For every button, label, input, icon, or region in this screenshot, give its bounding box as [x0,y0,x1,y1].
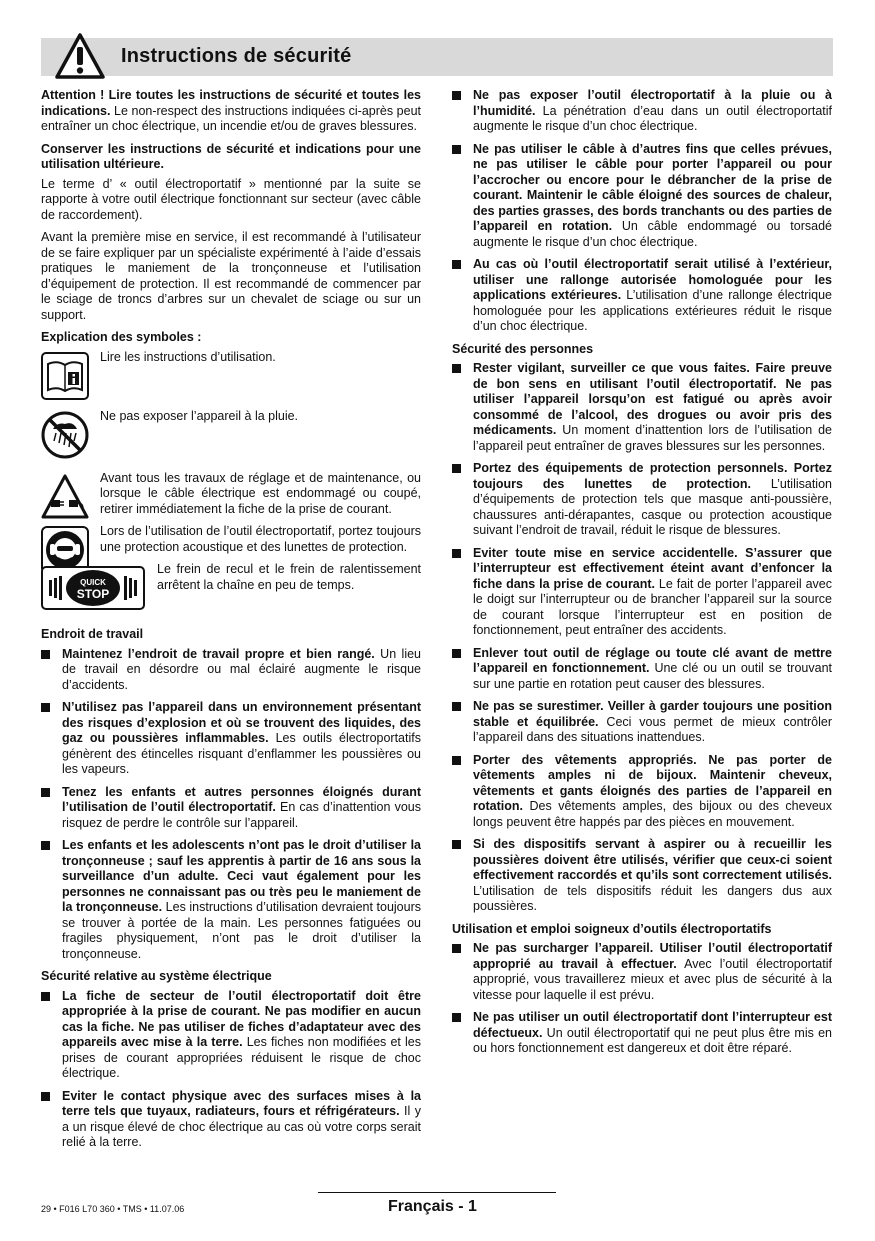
bullet-icon [452,364,461,373]
list-item: Porter des vêtements appropriés. Ne pas porter de vêtements amples ni de bijoux. Maintenir cheveux, vêtements et gants éloignés des parties de l’appareil en rotation. Des vêtements amples, des bijoux ou des cheveux longs peuvent être happés par des pièces en mouvement. [452,753,832,831]
quickstop-bottom-text: STOP [76,587,110,601]
footer-divider [318,1192,556,1193]
first-use-paragraph: Avant la première mise en service, il est recommandé à l’utilisateur de se faire expliquer par un spécialiste expérimenté à l’aide d’essais pratiques le maniement de la tronçonneuse et l’utilisation d’équipement de protection. Il est recommandé de commencer par le sciage de troncs d’arbres sur un chevalet de sciage ou sur un support. [41,230,421,322]
bullet-icon [452,1013,461,1022]
page-title: Instructions de sécurité [121,45,352,67]
list-item: Si des dispositifs servant à aspirer ou à recueillir les poussières doivent être utilisés, vérifier que ceux-ci soient effectivement raccordés et qu’ils sont correctement utilisés. L’utilisation de tels dispositifs réduit les dangers dus aux poussières. [452,837,832,915]
symbol-text: Lire les instructions d’utilisation. [100,349,276,364]
bullet-icon [41,1092,50,1101]
list-item: N’utilisez pas l’appareil dans un environnement présentant des risques d’explosion et où se trouvent des liquides, des gaz ou poussières inflammables. Les outils électroportatifs génèrent des étincelles risquant d’enflammer les poussières ou les vapeurs. [41,700,421,778]
intro-paragraph: Attention ! Lire toutes les instructions de sécurité et toutes les indications. Le non-respect des instructions indiquées ci-après peut entraîner un choc électrique, un incendie et/ou de graves blessures. [41,88,421,133]
bullet-icon [452,702,461,711]
bullet-icon [452,756,461,765]
list-item: La fiche de secteur de l’outil électroportatif doit être appropriée à la prise de courant. Ne pas modifier en aucun cas la fiche. Ne pas utiliser de fiches d’adaptateur avec des appareils avec mise à la terre. Les fiches non modifiées et les prises de courant appropriées réduisent le risque de choc électrique. [41,989,421,1082]
personal-safety-heading: Sécurité des personnes [452,341,594,356]
list-item: Eviter le contact physique avec des surfaces mises à la terre tels que tuyaux, radiateurs, fours et réfrigérateurs. Il y a un risque élevé de choc électrique au cas où votre corps serait relié à la terre. [41,1089,421,1151]
bullet-icon [41,703,50,712]
electrical-safety-heading: Sécurité relative au système électrique [41,969,272,983]
bullet-icon [452,649,461,658]
quickstop-icon [41,566,145,610]
list-item: Tenez les enfants et autres personnes éloignés durant l’utilisation de l’outil électroportatif. En cas d’inattention vous risquez de perdre le contrôle sur l’appareil. [41,785,421,832]
list-item: Enlever tout outil de réglage ou toute clé avant de mettre l’appareil en fonctionnement. Une clé ou un outil se trouvant sur une partie en rotation peut causer des blessures. [452,646,832,693]
unplug-warning-icon [41,473,89,521]
left-column [41,88,421,1158]
no-rain-icon [41,411,89,459]
list-item: Ne pas se surestimer. Veiller à garder toujours une position stable et équilibrée. Ceci vous permet de mieux contrôler l’appareil dans des situations inattendues. [452,699,832,746]
list-item: Maintenez l’endroit de travail propre et bien rangé. Un lieu de travail en désordre ou mal éclairé augmente le risque d’accidents. [41,647,421,694]
list-item: Ne pas utiliser le câble à d’autres fins que celles prévues, ne pas utiliser le câble pour porter l’appareil ou pour l’accrocher ou encore pour le débrancher de la prise de courant. Maintenir le câble éloigné des sources de chaleur, des parties grasses, des bords tranchants ou des parties de l’appareil en rotation. Un câble endommagé ou torsadé augmente le risque d’un choc électrique. [452,142,832,251]
right-column [452,88,832,1064]
symbol-read-manual [41,350,421,402]
symbol-protection [41,524,421,555]
symbol-text: Lors de l’utilisation de l’outil électroportatif, portez toujours une protection acoustique et des lunettes de protection. [100,524,422,554]
bullet-icon [452,464,461,473]
symbol-quickstop [41,562,421,620]
list-item: Les enfants et les adolescents n’ont pas le droit d’utiliser la tronçonneuse ; sauf les apprentis à partir de 16 ans sous la surveillance d’un adulte. Ceci vaut également pour les personnes ne connaissant pas ou très peu le maniement de la tronçonneuse. Les instructions d’utilisation devraient toujours se trouver à portée de la main. Les personnes fatiguées ou fragiles physiquement, n’ont pas le droit d’utiliser la tronçonneuse. [41,838,421,962]
symbol-no-rain [41,409,421,464]
list-item: Eviter toute mise en service accidentelle. S’assurer que l’interrupteur est effectivement éteint avant d’enfoncer la fiche dans la prise de courant. Le fait de porter l’appareil avec le doigt sur l’interrupteur ou de brancher l’appareil sur la source de courant lorsque l’interrupteur est en position de fonctionnement, peut entraîner des accidents. [452,546,832,639]
symbol-unplug [41,471,421,518]
bullet-icon [452,145,461,154]
list-item: Ne pas surcharger l’appareil. Utiliser l’outil électroportatif approprié au travail à effectuer. Avec l’outil électroportatif approprié, vous travaillerez mieux et avec plus de sécurité à la vitesse pour laquelle il est prévu. [452,941,832,1003]
bullet-icon [452,840,461,849]
read-manual-icon [41,352,89,400]
warning-triangle-icon [54,32,106,80]
bullet-icon [41,841,50,850]
keep-instructions-heading: Conserver les instructions de sécurité et indications pour une utilisation ultérieure. [41,141,421,171]
bullet-icon [452,260,461,269]
bullet-icon [41,992,50,1001]
list-item: Ne pas utiliser un outil électroportatif dont l’interrupteur est défectueux. Un outil électroportatif qui ne peut plus être mis en ou hors fonctionnement est dangereux et doit être réparé. [452,1010,832,1057]
list-item: Portez des équipements de protection personnels. Portez toujours des lunettes de protection. L’utilisation d’équipements de protection tels que masque anti-poussière, chaussures anti-dérapantes, casque ou protection acoustique suivant l’endroit de travail, réduit le risque de blessures. [452,461,832,539]
list-item: Rester vigilant, surveiller ce que vous faites. Faire preuve de bon sens en utilisant l’outil électroportatif. Ne pas utiliser l’appareil lorsqu’on est fatigué ou après avoir consommé de l’alcool, des drogues ou avoir pris des médicaments. Un moment d’inattention lors de l’utilisation de l’appareil peut entraîner de graves blessures sur les personnes. [452,361,832,454]
list-item: Ne pas exposer l’outil électroportatif à la pluie ou à l’humidité. La pénétration d’eau dans un outil électroportatif augmente le risque d’un choc électrique. [452,88,832,135]
bullet-icon [452,91,461,100]
document-code: 29 • F016 L70 360 • TMS • 11.07.06 [41,1204,185,1214]
section-header [41,38,833,76]
list-item: Au cas où l’outil électroportatif serait utilisé à l’extérieur, utiliser une rallonge autorisée homologuée pour les applications extérieures. L’utilisation d’une rallonge électrique homologuée pour les applications extérieures réduit le risque d’un choc électrique. [452,257,832,335]
term-paragraph: Le terme d’ « outil électroportatif » mentionné par la suite se rapporte à votre outil électrique fonctionnant sur secteur (avec câble de raccordement). [41,176,421,222]
symbol-text: Avant tous les travaux de réglage et de maintenance, ou lorsque le câble électrique est endommagé ou coupé, retirer immédiatement la fiche de la prise de courant. [100,470,421,516]
bullet-icon [452,944,461,953]
bullet-icon [41,650,50,659]
symbol-text: Le frein de recul et le frein de ralentissement arrêtent la chaîne en peu de temps. [157,562,421,592]
bullet-icon [452,549,461,558]
page-number: Français - 1 [388,1198,477,1215]
bullet-icon [41,788,50,797]
tool-use-heading: Utilisation et emploi soigneux d’outils électroportatifs [452,921,772,936]
symbols-heading: Explication des symboles : [41,330,202,344]
quickstop-top-text: QUICK [80,578,106,587]
symbol-text: Ne pas exposer l’appareil à la pluie. [100,408,299,423]
work-area-heading: Endroit de travail [41,627,144,641]
